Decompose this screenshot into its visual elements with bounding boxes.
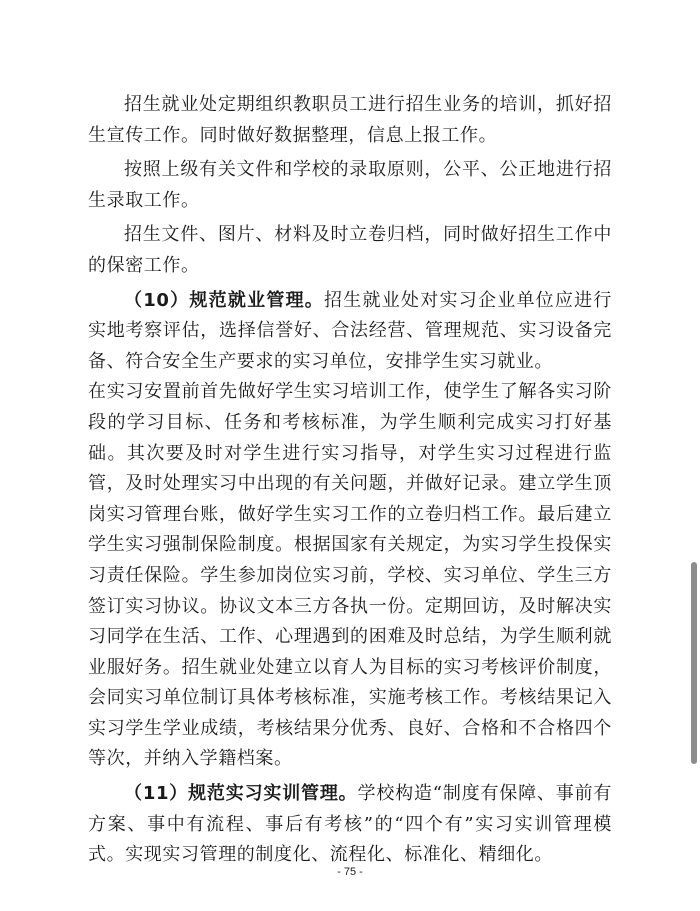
paragraph-admission-principles: 按照上级有关文件和学校的录取原则，公平、公正地进行招生录取工作。 xyxy=(88,159,612,211)
section-heading-11: （11）规范实习实训管理。 xyxy=(124,783,358,805)
paragraph-recruitment-training: 招生就业处定期组织教职员工进行招生业务的培训，抓好招生宣传工作。同时做好数据整理，信息上报工作。 xyxy=(88,94,612,146)
page-number: - 75 - xyxy=(337,866,363,878)
paragraph-archiving: 招生文件、图片、材料及时立卷归档，同时做好招生工作中的保密工作。 xyxy=(88,224,612,276)
scrollbar-thumb[interactable] xyxy=(691,562,697,764)
document-body xyxy=(88,90,612,871)
paragraph-employment-management xyxy=(88,286,612,378)
section-body-11: 学校构造“制度有保障、事前有方案、事中有流程、事后有考核”的“四个有”实习实训管理模式。实现实习管理的制度化、流程化、标准化、精细化。 xyxy=(88,783,612,866)
paragraph-internship-placement: 在实习安置前首先做好学生实习培训工作，使学生了解各实习阶段的学习目标、任务和考核标准，为学生顺利完成实习打好基础。其次要及时对学生进行实习指导，对学生实习过程进行监管，及时处理实习中出现的有关问题，并做好记录。建立学生顶岗实习管理台账，做好学生实习工作的立卷归档工作。最后建立学生实习强制保险制度。根据国家有关规定，为实习学生投保实习责任保险。学生参加岗位实习前，学校、实习单位、学生三方签订实习协议。协议文本三方各执一份。定期回访，及时解决实习同学在生活、工作、心理遇到的困难及时总结，为学生顺利就业服好务。招生就业处建立以育人为目标的实习考核评价制度，会同实习单位制订具体考核标准，实施考核工作。考核结果记入实习学生学业成绩，考核结果分优秀、良好、合格和不合格四个等次，并纳入学籍档案。 xyxy=(88,381,612,770)
section-body-10: 招生就业处对实习企业单位应进行实地考察评估，选择信誉好、合法经营、管理规范、实习设备完备、符合安全生产要求的实习单位，安排学生实习就业。 xyxy=(88,289,612,372)
section-heading-10: （10）规范就业管理。 xyxy=(124,289,325,311)
scrollbar[interactable] xyxy=(688,0,700,911)
paragraph-training-management xyxy=(88,779,612,871)
